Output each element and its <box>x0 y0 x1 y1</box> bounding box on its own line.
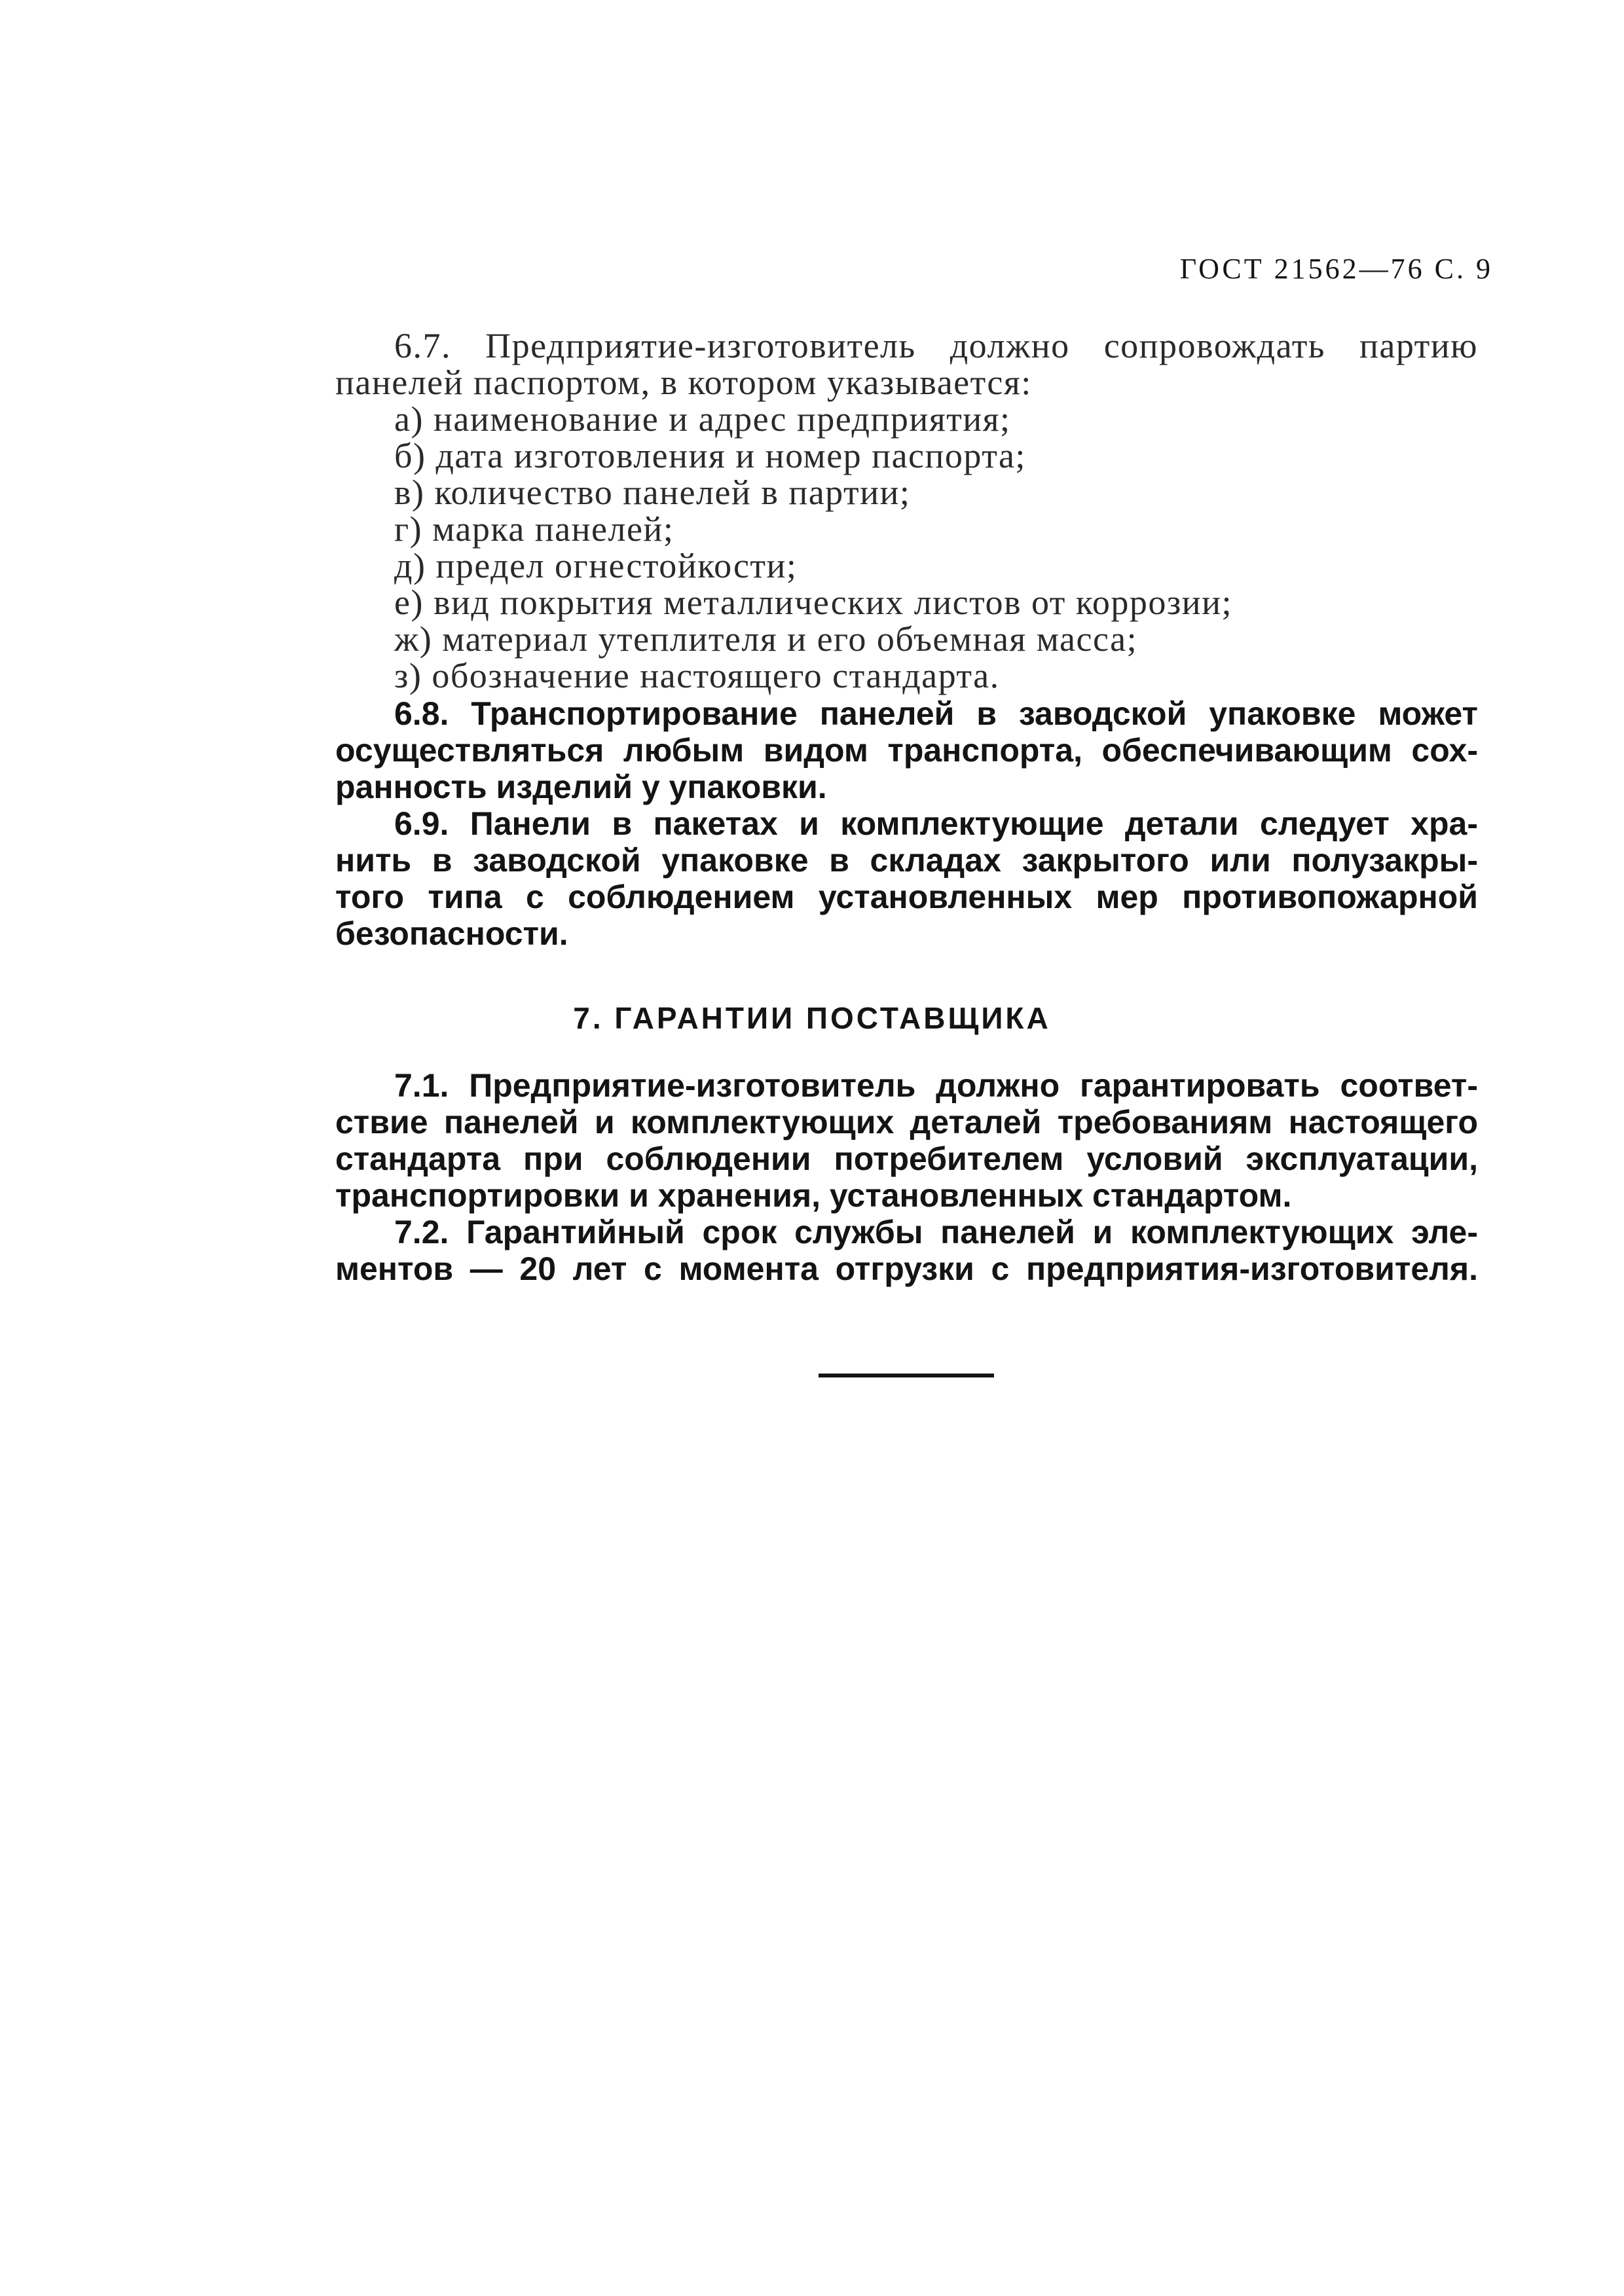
section-heading: 7. ГАРАНТИИ ПОСТАВЩИКА <box>573 1001 1051 1035</box>
list-item: д) предел огнестойкости; <box>394 546 798 585</box>
paragraph-line: 6.9. Панели в пакетах и комплектующие детали следует хра- <box>394 805 1478 842</box>
running-head: ГОСТ 21562—76 С. 9 <box>1179 253 1493 285</box>
list-item: з) обозначение настоящего стандарта. <box>394 656 1000 695</box>
list-item: а) наименование и адрес предприятия; <box>394 399 1011 439</box>
paragraph-line: безопасности. <box>335 915 568 952</box>
paragraph-line: панелей паспортом, в котором указывается: <box>335 363 1032 402</box>
paragraphs-7-1-7-2 <box>335 1067 1478 1287</box>
list-item: г) марка панелей; <box>394 509 674 549</box>
list-item: ж) материал утеплителя и его объемная масса; <box>394 619 1138 659</box>
list-item: е) вид покрытия металлических листов от коррозии; <box>394 583 1232 622</box>
paragraph-line: осуществляться любым видом транспорта, обеспечивающим сох- <box>335 732 1478 769</box>
paragraph-line: транспортировки и хранения, установленных стандартом. <box>335 1177 1292 1214</box>
paragraph-6-7 <box>335 327 1478 694</box>
paragraph-line: ранность изделий у упаковки. <box>335 769 827 805</box>
list-item: в) количество панелей в партии; <box>394 473 911 512</box>
paragraph-line: 6.7. Предприятие-изготовитель должно сопровождать партию <box>394 326 1478 365</box>
paragraph-line: 6.8. Транспортирование панелей в заводской упаковке может <box>394 695 1478 732</box>
paragraph-line: ствие панелей и комплектующих деталей требованиям настоящего <box>335 1104 1478 1140</box>
paragraph-line: нить в заводской упаковке в складах закрытого или полузакры- <box>335 842 1478 879</box>
paragraph-line: того типа с соблюдением установленных мер противопожарной <box>335 879 1478 915</box>
paragraph-line: стандарта при соблюдении потребителем условий эксплуатации, <box>335 1140 1478 1177</box>
list-item: б) дата изготовления и номер паспорта; <box>394 436 1026 475</box>
paragraph-line: 7.2. Гарантийный срок службы панелей и комплектующих эле- <box>394 1214 1478 1250</box>
paragraph-line: 7.1. Предприятие-изготовитель должно гарантировать соответ- <box>394 1067 1478 1104</box>
paragraphs-6-8-6-9 <box>335 695 1478 952</box>
paragraph-line: ментов — 20 лет с момента отгрузки с предприятия-изготовителя. <box>335 1250 1478 1287</box>
end-rule <box>819 1374 994 1377</box>
